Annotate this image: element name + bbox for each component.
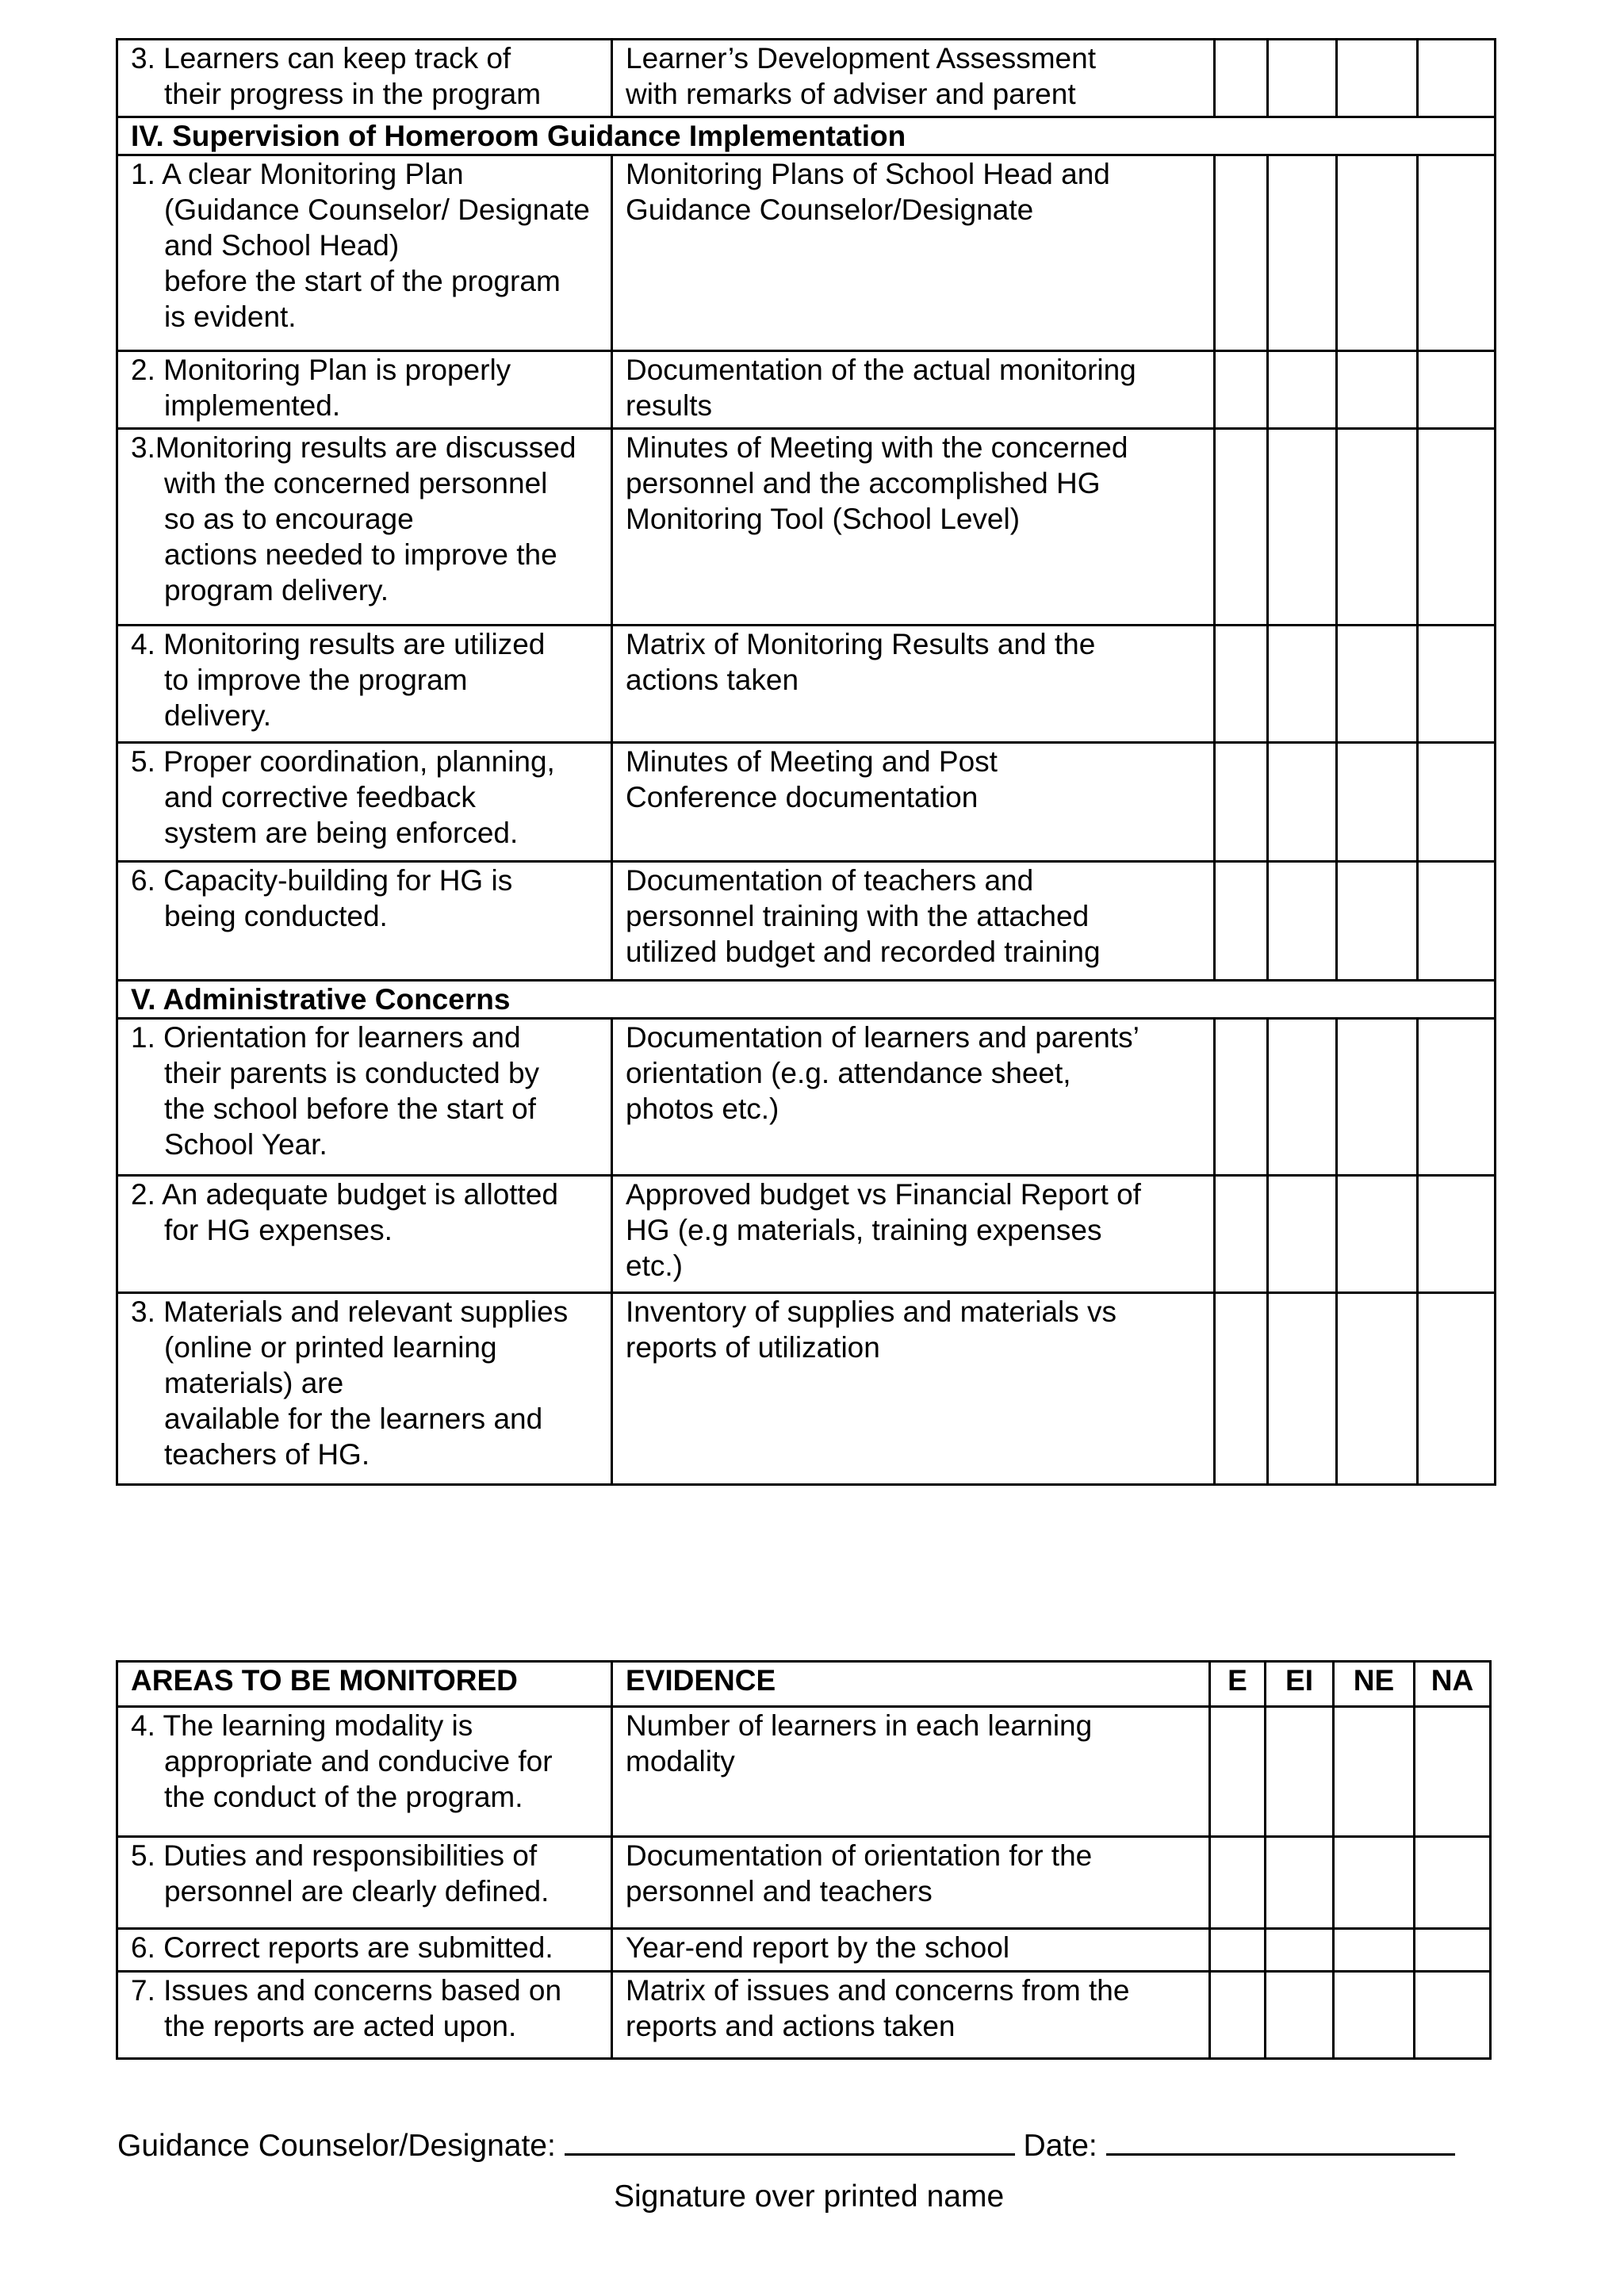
rating-e-cell[interactable] xyxy=(1215,429,1268,626)
area-cell xyxy=(117,743,612,862)
evidence-cell xyxy=(612,1837,1210,1929)
table-row xyxy=(117,155,1496,351)
evidence-cell-line: personnel and teachers xyxy=(626,1875,933,1908)
area-cell xyxy=(117,351,612,429)
area-cell-line: 6. Correct reports are submitted. xyxy=(131,1931,553,1964)
area-cell-line: so as to encourage xyxy=(164,503,414,535)
rating-ne-cell[interactable] xyxy=(1337,351,1418,429)
area-cell-line: 2. An adequate budget is allotted xyxy=(131,1178,558,1211)
evidence-cell xyxy=(612,626,1215,743)
evidence-cell-line: Matrix of Monitoring Results and the xyxy=(626,628,1096,660)
header-evidence: EVIDENCE xyxy=(612,1662,1210,1707)
evidence-cell xyxy=(612,1929,1210,1972)
table-row xyxy=(117,743,1496,862)
header-e: E xyxy=(1210,1662,1266,1707)
evidence-cell-line: Inventory of supplies and materials vs xyxy=(626,1295,1117,1328)
area-cell-line: their parents is conducted by xyxy=(164,1057,540,1089)
evidence-cell-line: Year-end report by the school xyxy=(626,1931,1010,1964)
evidence-cell-line: results xyxy=(626,389,712,422)
rating-ne-cell[interactable] xyxy=(1337,429,1418,626)
area-cell-line: the reports are acted upon. xyxy=(164,2010,517,2042)
area-cell-line: (online or printed learning xyxy=(164,1331,497,1364)
section-row xyxy=(117,981,1496,1019)
area-cell-line: 1. Orientation for learners and xyxy=(131,1021,521,1054)
evidence-cell xyxy=(612,862,1215,981)
area-cell-line: 3. Learners can keep track of xyxy=(131,42,511,75)
rating-e-cell[interactable] xyxy=(1215,862,1268,981)
evidence-cell-line: Monitoring Tool (School Level) xyxy=(626,503,1021,535)
area-cell-line: 5. Proper coordination, planning, xyxy=(131,745,555,778)
evidence-cell xyxy=(612,1972,1210,2059)
rating-na-cell[interactable] xyxy=(1418,1019,1496,1176)
rating-na-cell[interactable] xyxy=(1418,743,1496,862)
evidence-cell xyxy=(612,743,1215,862)
signature-caption: Signature over printed name xyxy=(614,2179,1005,2214)
area-cell xyxy=(117,40,612,117)
area-cell-line: delivery. xyxy=(164,699,272,732)
evidence-cell-line: HG (e.g materials, training expenses xyxy=(626,1214,1102,1246)
rating-e-cell[interactable] xyxy=(1215,155,1268,351)
rating-ne-cell[interactable] xyxy=(1337,743,1418,862)
rating-ei-cell[interactable] xyxy=(1268,40,1337,117)
area-cell xyxy=(117,1929,612,1972)
table-row xyxy=(117,1019,1496,1176)
area-cell xyxy=(117,626,612,743)
rating-ne-cell[interactable] xyxy=(1337,40,1418,117)
area-cell-line: system are being enforced. xyxy=(164,817,519,849)
rating-na-cell[interactable] xyxy=(1418,626,1496,743)
rating-ei-cell[interactable] xyxy=(1266,1972,1334,2059)
evidence-cell xyxy=(612,1293,1215,1485)
evidence-cell-line: actions taken xyxy=(626,664,799,696)
area-cell-line: program delivery. xyxy=(164,574,389,607)
rating-ne-cell[interactable] xyxy=(1337,1176,1418,1293)
area-cell-line: 3.Monitoring results are discussed xyxy=(131,431,576,464)
area-cell xyxy=(117,1019,612,1176)
header-ne: NE xyxy=(1334,1662,1415,1707)
table-row xyxy=(117,1837,1491,1929)
area-cell-line: 1. A clear Monitoring Plan xyxy=(131,158,464,190)
area-cell-line: School Year. xyxy=(164,1128,327,1161)
rating-ei-cell[interactable] xyxy=(1268,743,1337,862)
rating-e-cell[interactable] xyxy=(1215,626,1268,743)
header-na: NA xyxy=(1415,1662,1491,1707)
rating-na-cell[interactable] xyxy=(1418,351,1496,429)
area-cell-line: 2. Monitoring Plan is properly xyxy=(131,354,511,386)
area-cell-line: (Guidance Counselor/ Designate xyxy=(164,193,590,226)
evidence-cell xyxy=(612,1019,1215,1176)
rating-ne-cell[interactable] xyxy=(1337,155,1418,351)
rating-ei-cell[interactable] xyxy=(1266,1837,1334,1929)
area-cell xyxy=(117,1176,612,1293)
rating-ne-cell[interactable] xyxy=(1334,1972,1415,2059)
area-cell-line: 6. Capacity-building for HG is xyxy=(131,864,513,897)
rating-na-cell[interactable] xyxy=(1415,1707,1491,1837)
area-cell-line: 3. Materials and relevant supplies xyxy=(131,1295,569,1328)
rating-na-cell[interactable] xyxy=(1418,155,1496,351)
rating-ei-cell[interactable] xyxy=(1268,155,1337,351)
table-row xyxy=(117,40,1496,117)
area-cell xyxy=(117,1972,612,2059)
evidence-cell xyxy=(612,429,1215,626)
evidence-cell-line: personnel training with the attached xyxy=(626,900,1090,932)
counselor-label: Guidance Counselor/Designate: xyxy=(117,2129,556,2163)
evidence-cell-line: Minutes of Meeting and Post xyxy=(626,745,998,778)
rating-na-cell[interactable] xyxy=(1418,40,1496,117)
area-cell-line: their progress in the program xyxy=(164,78,542,110)
area-cell-line: before the start of the program xyxy=(164,265,561,297)
rating-ne-cell[interactable] xyxy=(1334,1929,1415,1972)
rating-ne-cell[interactable] xyxy=(1337,626,1418,743)
rating-ne-cell[interactable] xyxy=(1334,1707,1415,1837)
evidence-cell xyxy=(612,1176,1215,1293)
area-cell-line: is evident. xyxy=(164,300,297,333)
evidence-cell-line: Documentation of learners and parents’ xyxy=(626,1021,1139,1054)
rating-na-cell[interactable] xyxy=(1415,1837,1491,1929)
area-cell-line: 7. Issues and concerns based on xyxy=(131,1974,562,2007)
area-cell xyxy=(117,1707,612,1837)
rating-ne-cell[interactable] xyxy=(1337,1019,1418,1176)
area-cell xyxy=(117,1837,612,1929)
rating-na-cell[interactable] xyxy=(1415,1972,1491,2059)
rating-e-cell[interactable] xyxy=(1215,1019,1268,1176)
area-cell-line: 4. The learning modality is xyxy=(131,1709,473,1742)
area-cell-line: 4. Monitoring results are utilized xyxy=(131,628,546,660)
evidence-cell-line: Minutes of Meeting with the concerned xyxy=(626,431,1128,464)
area-cell-line: 5. Duties and responsibilities of xyxy=(131,1839,538,1872)
rating-na-cell[interactable] xyxy=(1418,429,1496,626)
area-cell-line: appropriate and conducive for xyxy=(164,1745,553,1777)
rating-e-cell[interactable] xyxy=(1215,1293,1268,1485)
date-label: Date: xyxy=(1023,2129,1097,2163)
rating-ei-cell[interactable] xyxy=(1268,1293,1337,1485)
rating-na-cell[interactable] xyxy=(1418,1176,1496,1293)
area-cell-line: the school before the start of xyxy=(164,1093,536,1125)
rating-ei-cell[interactable] xyxy=(1268,1176,1337,1293)
area-cell-line: for HG expenses. xyxy=(164,1214,393,1246)
evidence-cell-line: Matrix of issues and concerns from the xyxy=(626,1974,1130,2007)
area-cell xyxy=(117,862,612,981)
monitoring-table-continued xyxy=(116,38,1496,1486)
area-cell-line: personnel are clearly defined. xyxy=(164,1875,550,1908)
table-row xyxy=(117,1972,1491,2059)
monitoring-table-areas xyxy=(116,1660,1492,2060)
table-row xyxy=(117,1176,1496,1293)
rating-na-cell[interactable] xyxy=(1418,862,1496,981)
rating-ei-cell[interactable] xyxy=(1268,862,1337,981)
table-header-row xyxy=(117,1662,1491,1707)
evidence-cell xyxy=(612,351,1215,429)
evidence-cell-line: reports of utilization xyxy=(626,1331,880,1364)
section-title: IV. Supervision of Homeroom Guidance Implementation xyxy=(117,117,1496,155)
area-cell-line: being conducted. xyxy=(164,900,388,932)
area-cell-line: available for the learners and xyxy=(164,1402,543,1435)
table-row xyxy=(117,626,1496,743)
area-cell-line: to improve the program xyxy=(164,664,468,696)
rating-e-cell[interactable] xyxy=(1210,1929,1266,1972)
evidence-cell-line: Approved budget vs Financial Report of xyxy=(626,1178,1141,1211)
rating-na-cell[interactable] xyxy=(1415,1929,1491,1972)
evidence-cell-line: Learner’s Development Assessment xyxy=(626,42,1096,75)
rating-ei-cell[interactable] xyxy=(1266,1707,1334,1837)
signature-line[interactable] xyxy=(565,2126,1015,2156)
evidence-cell-line: Documentation of orientation for the xyxy=(626,1839,1093,1872)
table-row xyxy=(117,1929,1491,1972)
rating-e-cell[interactable] xyxy=(1210,1837,1266,1929)
area-cell-line: and School Head) xyxy=(164,229,400,262)
header-ei: EI xyxy=(1266,1662,1334,1707)
rating-ei-cell[interactable] xyxy=(1268,351,1337,429)
section-title: V. Administrative Concerns xyxy=(117,981,1496,1019)
area-cell-line: with the concerned personnel xyxy=(164,467,548,499)
table-row xyxy=(117,1707,1491,1837)
evidence-cell xyxy=(612,1707,1210,1837)
header-areas: AREAS TO BE MONITORED xyxy=(117,1662,612,1707)
monitoring-table-body xyxy=(117,40,1496,1485)
rating-ne-cell[interactable] xyxy=(1337,1293,1418,1485)
areas-table-body xyxy=(117,1707,1491,2059)
rating-e-cell[interactable] xyxy=(1210,1972,1266,2059)
evidence-cell-line: Guidance Counselor/Designate xyxy=(626,193,1034,226)
area-cell-line: actions needed to improve the xyxy=(164,538,557,571)
rating-ne-cell[interactable] xyxy=(1334,1837,1415,1929)
rating-ei-cell[interactable] xyxy=(1266,1929,1334,1972)
rating-ei-cell[interactable] xyxy=(1268,1019,1337,1176)
evidence-cell-line: modality xyxy=(626,1745,735,1777)
rating-ei-cell[interactable] xyxy=(1268,429,1337,626)
evidence-cell-line: Conference documentation xyxy=(626,781,979,813)
area-cell-line: and corrective feedback xyxy=(164,781,476,813)
evidence-cell-line: utilized budget and recorded training xyxy=(626,936,1101,968)
area-cell-line: implemented. xyxy=(164,389,341,422)
area-cell-line: the conduct of the program. xyxy=(164,1781,523,1813)
evidence-cell-line: Documentation of teachers and xyxy=(626,864,1034,897)
evidence-cell-line: Monitoring Plans of School Head and xyxy=(626,158,1110,190)
evidence-cell xyxy=(612,40,1215,117)
rating-e-cell[interactable] xyxy=(1215,1176,1268,1293)
date-line[interactable] xyxy=(1106,2126,1455,2156)
rating-e-cell[interactable] xyxy=(1215,743,1268,862)
rating-na-cell[interactable] xyxy=(1418,1293,1496,1485)
evidence-cell-line: etc.) xyxy=(626,1249,683,1282)
area-cell-line: teachers of HG. xyxy=(164,1438,370,1471)
table-row xyxy=(117,429,1496,626)
table-row xyxy=(117,862,1496,981)
table-row xyxy=(117,351,1496,429)
section-row xyxy=(117,117,1496,155)
signature-block xyxy=(117,2126,1497,2164)
evidence-cell-line: photos etc.) xyxy=(626,1093,779,1125)
area-cell xyxy=(117,429,612,626)
rating-ei-cell[interactable] xyxy=(1268,626,1337,743)
evidence-cell-line: Documentation of the actual monitoring xyxy=(626,354,1136,386)
rating-e-cell[interactable] xyxy=(1215,351,1268,429)
evidence-cell-line: Number of learners in each learning xyxy=(626,1709,1093,1742)
rating-e-cell[interactable] xyxy=(1215,40,1268,117)
rating-e-cell[interactable] xyxy=(1210,1707,1266,1837)
evidence-cell-line: personnel and the accomplished HG xyxy=(626,467,1101,499)
evidence-cell xyxy=(612,155,1215,351)
rating-ne-cell[interactable] xyxy=(1337,862,1418,981)
evidence-cell-line: reports and actions taken xyxy=(626,2010,956,2042)
table-row xyxy=(117,1293,1496,1485)
area-cell xyxy=(117,1293,612,1485)
area-cell xyxy=(117,155,612,351)
evidence-cell-line: with remarks of adviser and parent xyxy=(626,78,1076,110)
area-cell-line: materials) are xyxy=(164,1367,344,1399)
evidence-cell-line: orientation (e.g. attendance sheet, xyxy=(626,1057,1071,1089)
